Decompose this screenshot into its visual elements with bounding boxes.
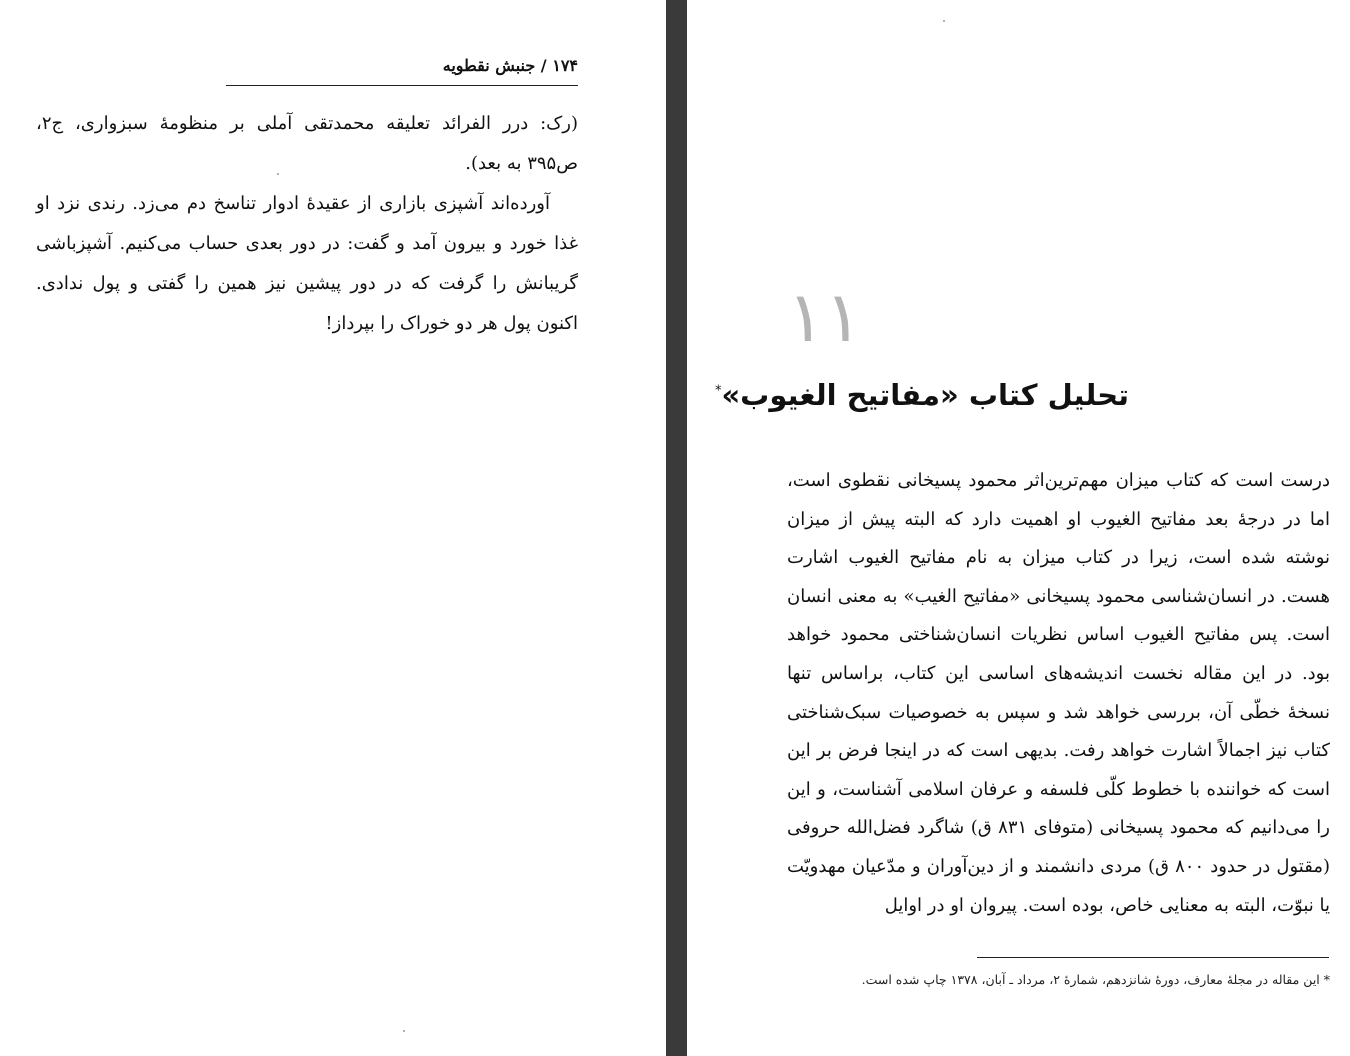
left-page	[0, 0, 666, 1056]
book-gutter	[666, 0, 687, 1056]
footnote-divider	[977, 957, 1329, 958]
right-page-body	[787, 462, 1330, 925]
footnote: * این مقاله در مجلهٔ معارف، دورهٔ شانزدهم، شمارهٔ ۲، مرداد ـ آبان، ۱۳۷۸ چاپ شده است.	[861, 972, 1330, 987]
right-page	[687, 0, 1350, 1056]
chapter-title-text: تحلیل کتاب «مفاتیح الغیوب»	[721, 378, 1129, 412]
scan-speck	[943, 20, 945, 22]
left-page-body	[36, 104, 578, 344]
paragraph-anecdote: آورده‌اند آشپزی بازاری از عقیدهٔ ادوار تناسخ دم می‌زد. رندی نزد او غذا خورد و بیرون آمد و گفت: در دور بعدی حساب می‌کنیم. آشپزباشی گریبانش را گرفت که در دور پیشین نیز همین را گفتی و پول ندادی. اکنون پول هر دو خوراک را بپرداز!	[36, 193, 578, 334]
chapter-paragraph: درست است که کتاب میزان مهم‌ترین‌اثر محمود پسیخانی نقطوی است، اما در درجهٔ بعد مفاتیح الغیوب او اهمیت دارد که البته پیش از میزان نوشته شده است، زیرا در کتاب میزان به نام مفاتیح الغیوب اشارت هست. در انسان‌شناسی محمود پسیخانی «مفاتیح الغیب» به معنی انسان است. پس مفاتیح الغیوب اساس نظریات انسان‌شناختی محمود خواهد بود. در این مقاله نخست اندیشه‌های اساسی این کتاب، براساس تنها نسخهٔ خطّی آن، بررسی خواهد شد و سپس به خصوصیات سبک‌شناختی کتاب نیز اجمالاً اشارت خواهد رفت. بدیهی است که در اینجا فرض بر این است که خواننده با خطوط کلّی فلسفه و عرفان اسلامی آشناست، و این را می‌دانیم که محمود پسیخانی (متوفای ۸۳۱ ق) شاگرد فضل‌الله حروفی (مقتول در حدود ۸۰۰ ق) مردی دانشمند و از دین‌آوران و مدّعیان مهدویّت یا نبوّت، البته به معنایی خاص، بوده است. پیروان او در اوایل	[787, 470, 1331, 916]
chapter-number: ۱۱	[787, 276, 863, 358]
scan-speck	[277, 173, 279, 175]
paragraph-reference: (رک: درر الفرائد تعلیقه محمدتقی آملی بر منظومهٔ سبزواری، ج۲، ص۳۹۵ به بعد).	[36, 113, 578, 174]
scan-speck	[403, 1030, 405, 1032]
running-header: ۱۷۴ / جنبش نقطویه	[226, 56, 578, 86]
footnote-mark: *	[714, 383, 722, 399]
chapter-title	[714, 378, 1129, 412]
